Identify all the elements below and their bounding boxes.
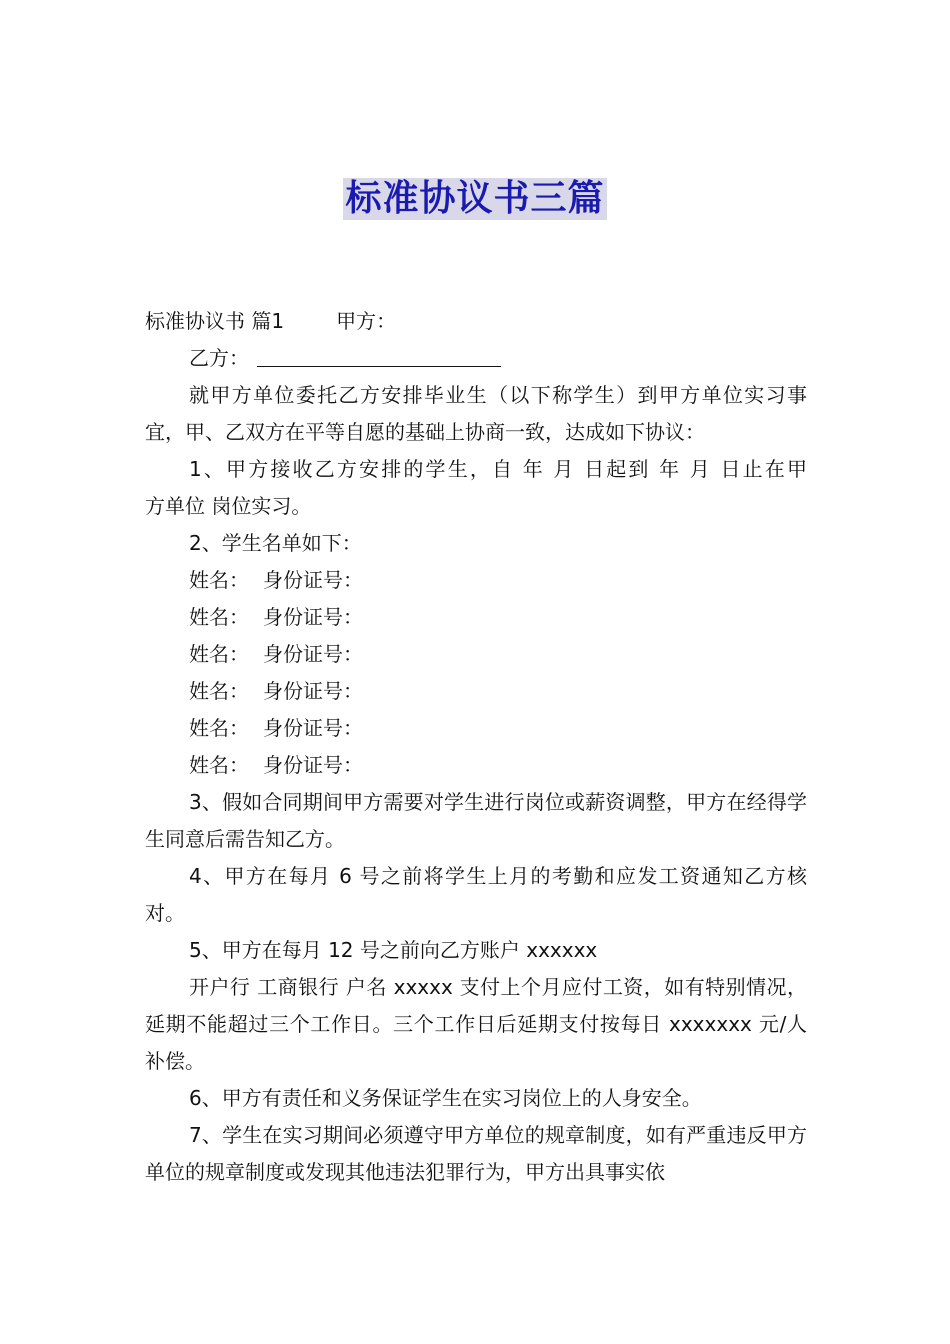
student-name-label: 姓名： <box>189 605 249 629</box>
student-name-label: 姓名： <box>189 679 249 703</box>
student-row <box>145 636 807 673</box>
item2: 2、学生名单如下： <box>189 531 362 555</box>
title-container <box>0 178 950 220</box>
student-id-label: 身份证号： <box>263 642 363 666</box>
student-row <box>145 747 807 784</box>
party-b-blank <box>257 344 501 367</box>
student-id-label: 身份证号： <box>263 716 363 740</box>
student-name-label: 姓名： <box>189 753 249 777</box>
student-row <box>145 599 807 636</box>
student-row <box>145 673 807 710</box>
student-id-label: 身份证号： <box>263 679 363 703</box>
item7: 7、学生在实习期间必须遵守甲方单位的规章制度，如有严重违反甲方单位的规章制度或发现其他违法犯罪行为，甲方出具事实依 <box>145 1123 807 1184</box>
student-id-label: 身份证号： <box>263 605 363 629</box>
document-title: 标准协议书三篇 <box>345 178 605 219</box>
document-body <box>145 303 807 1191</box>
student-name-label: 姓名： <box>189 716 249 740</box>
student-row <box>145 710 807 747</box>
student-id-label: 身份证号： <box>263 568 363 592</box>
intro-paragraph: 就甲方单位委托乙方安排毕业生（以下称学生）到甲方单位实习事宜，甲、乙双方在平等自愿的基础上协商一致，达成如下协议： <box>145 383 807 444</box>
item4: 4、甲方在每月 6 号之前将学生上月的考勤和应发工资通知乙方核对。 <box>145 864 807 925</box>
item3: 3、假如合同期间甲方需要对学生进行岗位或薪资调整，甲方在经得学生同意后需告知乙方。 <box>145 790 807 851</box>
section-heading: 标准协议书 篇1 <box>145 309 285 333</box>
item6: 6、甲方有责任和义务保证学生在实习岗位上的人身安全。 <box>189 1086 702 1110</box>
student-name-label: 姓名： <box>189 568 249 592</box>
item1-line2: 方单位 岗位实习。 <box>145 494 312 518</box>
party-b-label: 乙方： <box>189 346 249 370</box>
party-b-line <box>145 340 807 377</box>
student-row <box>145 562 807 599</box>
item1-line1: 1、甲方接收乙方安排的学生，自 年 月 日起到 年 月 日止在甲 <box>189 457 807 481</box>
party-a-label: 甲方： <box>336 309 397 333</box>
student-id-label: 身份证号： <box>263 753 363 777</box>
item5-line2: 开户行 工商银行 户名 xxxxx 支付上个月应付工资，如有特别情况，延期不能超过三个工作日。三个工作日后延期支付按每日 xxxxxxx 元/人补偿。 <box>145 975 807 1073</box>
student-name-label: 姓名： <box>189 642 249 666</box>
section-heading-line <box>145 303 807 340</box>
item5-line1: 5、甲方在每月 12 号之前向乙方账户 xxxxxx <box>189 938 598 962</box>
